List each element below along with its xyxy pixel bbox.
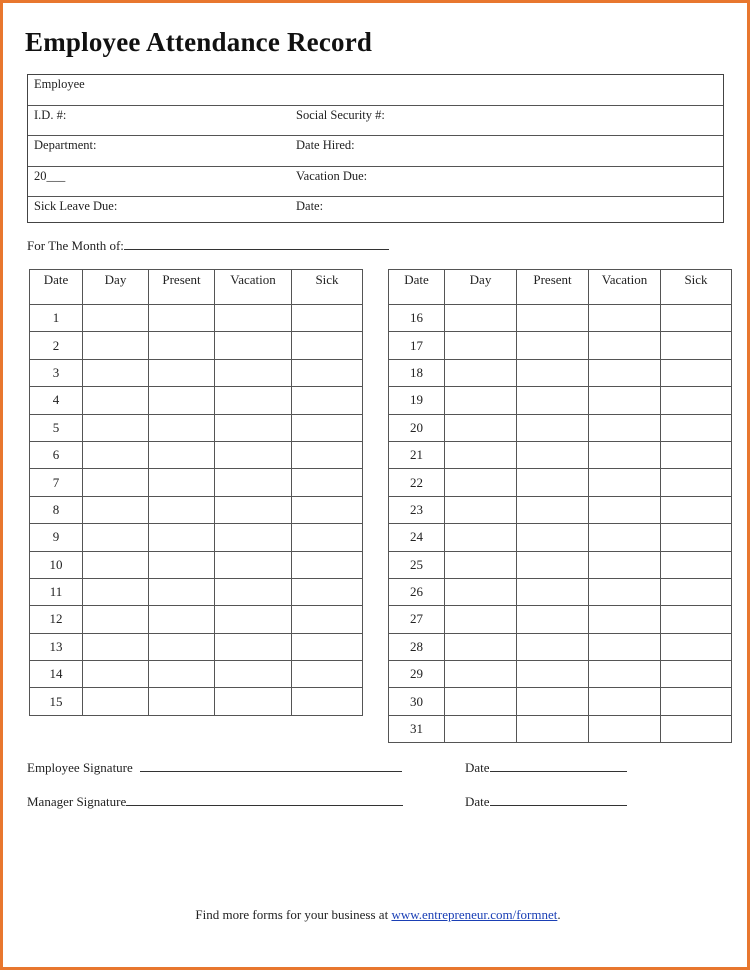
date-cell: 23	[389, 496, 445, 523]
table-row	[389, 524, 732, 551]
table-row	[389, 469, 732, 496]
info-row-employee	[28, 75, 723, 106]
date-cell: 15	[30, 688, 83, 715]
month-label: For The Month of:	[27, 238, 124, 253]
day-cell[interactable]	[83, 524, 149, 551]
date-cell: 7	[30, 469, 83, 496]
date-cell: 19	[389, 387, 445, 414]
table-row	[30, 551, 363, 578]
vacation-cell[interactable]	[589, 332, 661, 359]
table-row	[389, 715, 732, 742]
vacation-cell[interactable]	[589, 359, 661, 386]
day-cell[interactable]	[445, 606, 517, 633]
present-cell[interactable]	[149, 688, 215, 715]
sick-cell[interactable]	[292, 469, 363, 496]
vacation-cell[interactable]	[589, 633, 661, 660]
present-cell[interactable]	[149, 496, 215, 523]
present-cell[interactable]	[517, 305, 589, 332]
table-row	[389, 633, 732, 660]
table-row	[30, 305, 363, 332]
table-row	[389, 332, 732, 359]
day-cell[interactable]	[83, 305, 149, 332]
date-cell: 6	[30, 441, 83, 468]
day-cell[interactable]	[83, 688, 149, 715]
date-cell: 10	[30, 551, 83, 578]
table-row	[30, 414, 363, 441]
employee-signature-field	[27, 759, 402, 776]
present-cell[interactable]	[517, 661, 589, 688]
present-cell[interactable]	[517, 359, 589, 386]
date-cell: 4	[30, 387, 83, 414]
sick-cell[interactable]	[661, 661, 732, 688]
date-cell: 16	[389, 305, 445, 332]
vacation-cell[interactable]	[215, 578, 292, 605]
sick-cell[interactable]	[292, 578, 363, 605]
vacation-cell[interactable]	[589, 551, 661, 578]
footer-period: .	[557, 907, 561, 922]
table-row	[30, 387, 363, 414]
date-line[interactable]	[490, 793, 627, 806]
day-cell[interactable]	[83, 359, 149, 386]
table-row	[30, 661, 363, 688]
date-cell: 25	[389, 551, 445, 578]
present-cell[interactable]	[517, 469, 589, 496]
day-cell[interactable]	[445, 359, 517, 386]
day-cell[interactable]	[83, 661, 149, 688]
manager-signature-date-field	[465, 793, 627, 810]
vacation-cell[interactable]	[215, 496, 292, 523]
date-cell: 22	[389, 469, 445, 496]
col-header-sick: Sick	[661, 270, 732, 305]
vacation-cell[interactable]	[589, 469, 661, 496]
vacation-cell[interactable]	[589, 688, 661, 715]
col-header-vacation: Vacation	[589, 270, 661, 305]
present-cell[interactable]	[149, 578, 215, 605]
sick-cell[interactable]	[661, 578, 732, 605]
employee-signature-line[interactable]	[140, 759, 402, 772]
col-header-date: Date	[389, 270, 445, 305]
day-cell[interactable]	[83, 414, 149, 441]
table-row	[389, 414, 732, 441]
day-cell[interactable]	[445, 661, 517, 688]
sick-cell[interactable]	[661, 414, 732, 441]
present-cell[interactable]	[517, 606, 589, 633]
present-cell[interactable]	[517, 414, 589, 441]
sick-cell[interactable]	[292, 661, 363, 688]
table-row	[30, 578, 363, 605]
vacation-cell[interactable]	[215, 469, 292, 496]
attendance-table-right	[388, 269, 732, 743]
date-cell: 18	[389, 359, 445, 386]
day-cell[interactable]	[445, 551, 517, 578]
day-cell[interactable]	[445, 469, 517, 496]
date-cell: 29	[389, 661, 445, 688]
sick-cell[interactable]	[292, 359, 363, 386]
sick-cell[interactable]	[661, 359, 732, 386]
present-cell[interactable]	[149, 469, 215, 496]
date-cell: 14	[30, 661, 83, 688]
table-row	[30, 606, 363, 633]
date-cell: 5	[30, 414, 83, 441]
month-blank-line[interactable]	[124, 237, 389, 250]
sick-cell[interactable]	[292, 551, 363, 578]
footer-link[interactable]: www.entrepreneur.com/formnet	[391, 907, 558, 922]
sick-cell[interactable]	[661, 387, 732, 414]
present-cell[interactable]	[149, 606, 215, 633]
sick-cell[interactable]	[292, 332, 363, 359]
sick-cell[interactable]	[292, 441, 363, 468]
vacation-cell[interactable]	[589, 387, 661, 414]
vacation-cell[interactable]	[589, 715, 661, 742]
table-row	[30, 469, 363, 496]
date-label: Date	[465, 760, 490, 775]
manager-signature-label: Manager Signature	[27, 794, 127, 809]
present-cell[interactable]	[149, 661, 215, 688]
table-row	[389, 305, 732, 332]
table-row	[389, 359, 732, 386]
present-cell[interactable]	[149, 414, 215, 441]
info-row-department	[28, 136, 723, 167]
table-row	[389, 606, 732, 633]
attendance-table-left	[29, 269, 363, 716]
date-cell: 8	[30, 496, 83, 523]
vacation-cell[interactable]	[215, 524, 292, 551]
page-title: Employee Attendance Record	[25, 27, 373, 57]
table-row	[30, 332, 363, 359]
day-cell[interactable]	[83, 441, 149, 468]
present-cell[interactable]	[517, 496, 589, 523]
present-cell[interactable]	[517, 551, 589, 578]
sick-cell[interactable]	[661, 469, 732, 496]
sick-cell[interactable]	[661, 688, 732, 715]
present-cell[interactable]	[517, 332, 589, 359]
date-cell: 21	[389, 441, 445, 468]
col-header-sick: Sick	[292, 270, 363, 305]
sick-cell[interactable]	[292, 305, 363, 332]
sick-cell[interactable]	[661, 496, 732, 523]
vacation-cell[interactable]	[215, 441, 292, 468]
date-hired-label: Date Hired:	[296, 138, 355, 152]
day-cell[interactable]	[445, 578, 517, 605]
date-cell: 17	[389, 332, 445, 359]
vacation-cell[interactable]	[589, 524, 661, 551]
day-cell[interactable]	[83, 606, 149, 633]
table-row	[389, 441, 732, 468]
present-cell[interactable]	[517, 524, 589, 551]
department-label: Department:	[34, 138, 97, 152]
present-cell[interactable]	[517, 387, 589, 414]
day-cell[interactable]	[445, 414, 517, 441]
present-cell[interactable]	[149, 633, 215, 660]
sick-cell[interactable]	[292, 387, 363, 414]
date-cell: 28	[389, 633, 445, 660]
table-row	[389, 578, 732, 605]
id-label: I.D. #:	[34, 107, 67, 122]
date-cell: 26	[389, 578, 445, 605]
year-label: 20___	[34, 168, 66, 183]
date-cell: 3	[30, 359, 83, 386]
employee-signature-date-field	[465, 759, 627, 776]
month-field	[27, 237, 389, 254]
day-cell[interactable]	[445, 715, 517, 742]
present-cell[interactable]	[517, 441, 589, 468]
vacation-cell[interactable]	[589, 661, 661, 688]
present-cell[interactable]	[517, 688, 589, 715]
day-cell[interactable]	[83, 332, 149, 359]
footer-text: Find more forms for your business at	[195, 907, 392, 922]
sick-cell[interactable]	[661, 305, 732, 332]
day-cell[interactable]	[83, 387, 149, 414]
sick-cell[interactable]	[661, 715, 732, 742]
vacation-cell[interactable]	[589, 414, 661, 441]
table-row	[30, 524, 363, 551]
footer	[3, 907, 750, 923]
col-header-day: Day	[445, 270, 517, 305]
sick-cell[interactable]	[661, 441, 732, 468]
col-header-present: Present	[517, 270, 589, 305]
present-cell[interactable]	[149, 387, 215, 414]
vacation-cell[interactable]	[589, 305, 661, 332]
vacation-cell[interactable]	[589, 441, 661, 468]
col-header-date: Date	[30, 270, 83, 305]
vacation-cell[interactable]	[215, 661, 292, 688]
present-cell[interactable]	[149, 551, 215, 578]
sick-cell[interactable]	[661, 332, 732, 359]
date-cell: 1	[30, 305, 83, 332]
date-cell: 9	[30, 524, 83, 551]
present-cell[interactable]	[149, 332, 215, 359]
table-row	[30, 633, 363, 660]
vacation-cell[interactable]	[215, 633, 292, 660]
date-cell: 27	[389, 606, 445, 633]
vacation-cell[interactable]	[215, 606, 292, 633]
vacation-cell[interactable]	[215, 332, 292, 359]
sick-cell[interactable]	[661, 551, 732, 578]
vacation-cell[interactable]	[589, 606, 661, 633]
table-row	[30, 359, 363, 386]
present-cell[interactable]	[517, 578, 589, 605]
info-row-sick-leave	[28, 197, 723, 227]
present-cell[interactable]	[517, 715, 589, 742]
date-label: Date	[465, 794, 490, 809]
date-cell: 11	[30, 578, 83, 605]
vacation-due-label: Vacation Due:	[296, 168, 368, 183]
vacation-cell[interactable]	[215, 359, 292, 386]
table-row	[389, 661, 732, 688]
vacation-cell[interactable]	[215, 688, 292, 715]
date-cell: 2	[30, 332, 83, 359]
present-cell[interactable]	[517, 633, 589, 660]
vacation-cell[interactable]	[215, 551, 292, 578]
employee-signature-label: Employee Signature	[27, 760, 133, 775]
sick-cell[interactable]	[292, 633, 363, 660]
present-cell[interactable]	[149, 305, 215, 332]
info-row-id	[28, 106, 723, 137]
vacation-cell[interactable]	[589, 496, 661, 523]
vacation-cell[interactable]	[215, 305, 292, 332]
day-cell[interactable]	[445, 524, 517, 551]
table-row	[389, 496, 732, 523]
manager-signature-line[interactable]	[126, 793, 403, 806]
employee-info-box	[27, 74, 724, 223]
table-row	[389, 688, 732, 715]
col-header-day: Day	[83, 270, 149, 305]
sick-cell[interactable]	[292, 414, 363, 441]
present-cell[interactable]	[149, 524, 215, 551]
col-header-vacation: Vacation	[215, 270, 292, 305]
table-row	[30, 441, 363, 468]
ssn-label: Social Security #:	[296, 107, 385, 122]
date-line[interactable]	[490, 759, 627, 772]
table-row	[30, 688, 363, 715]
sick-cell[interactable]	[661, 524, 732, 551]
present-cell[interactable]	[149, 359, 215, 386]
sick-cell[interactable]	[292, 688, 363, 715]
col-header-present: Present	[149, 270, 215, 305]
day-cell[interactable]	[445, 387, 517, 414]
vacation-cell[interactable]	[589, 578, 661, 605]
day-cell[interactable]	[83, 469, 149, 496]
day-cell[interactable]	[83, 633, 149, 660]
sick-cell[interactable]	[292, 606, 363, 633]
day-cell[interactable]	[83, 551, 149, 578]
vacation-cell[interactable]	[215, 387, 292, 414]
date-cell: 30	[389, 688, 445, 715]
date-cell: 24	[389, 524, 445, 551]
day-cell[interactable]	[83, 578, 149, 605]
present-cell[interactable]	[149, 441, 215, 468]
sick-cell[interactable]	[292, 496, 363, 523]
date-cell: 31	[389, 715, 445, 742]
sick-leave-due-label: Sick Leave Due:	[34, 199, 118, 213]
date-cell: 20	[389, 414, 445, 441]
date-label: Date:	[296, 199, 324, 213]
day-cell[interactable]	[445, 332, 517, 359]
day-cell[interactable]	[445, 305, 517, 332]
day-cell[interactable]	[445, 688, 517, 715]
table-row	[30, 496, 363, 523]
date-cell: 13	[30, 633, 83, 660]
sick-cell[interactable]	[292, 524, 363, 551]
day-cell[interactable]	[83, 496, 149, 523]
vacation-cell[interactable]	[215, 414, 292, 441]
table-row	[389, 387, 732, 414]
info-row-year	[28, 167, 723, 198]
sick-cell[interactable]	[661, 633, 732, 660]
sick-cell[interactable]	[661, 606, 732, 633]
employee-label: Employee	[34, 77, 85, 91]
date-cell: 12	[30, 606, 83, 633]
manager-signature-field	[27, 793, 403, 810]
day-cell[interactable]	[445, 633, 517, 660]
day-cell[interactable]	[445, 496, 517, 523]
day-cell[interactable]	[445, 441, 517, 468]
table-row	[389, 551, 732, 578]
